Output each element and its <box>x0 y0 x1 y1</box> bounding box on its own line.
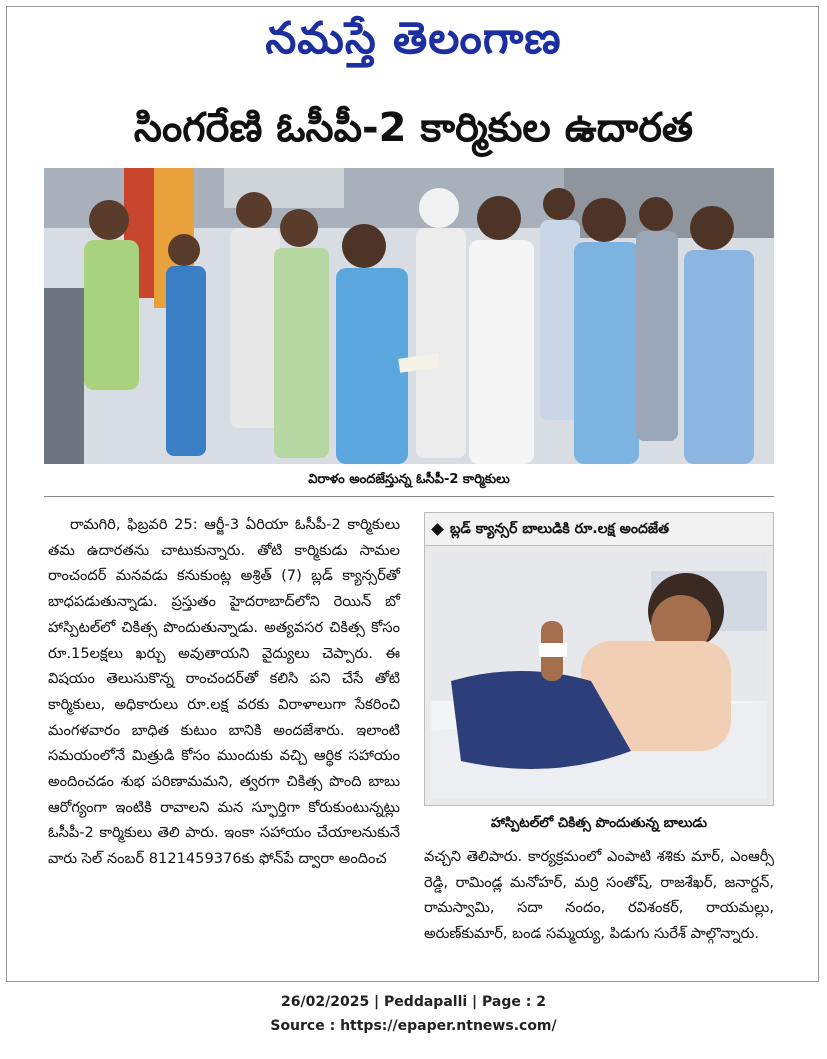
article-body-left <box>48 512 400 978</box>
article-paragraph-continued: వచ్చని తెలిపారు. కార్యక్రమంలో ఎంపాటి శశికు మార్, ఎంఆర్సీ రెడ్డి, రామిండ్ల మనోహర్, మర్రి సంతోష్, రాజశేఖర్, జనార్దన్, రామస్వామి, సదా నందం, రవిశంకర్, రాయమల్లు, అరుణ్‌కుమార్, బండ సమ్మయ్య, పిడుగు సురేశ్ పాల్గొన్నారు. <box>424 848 774 943</box>
article-body-right <box>424 844 774 978</box>
sub-story-caption: హాస్పిటల్‌లో చికిత్స పొందుతున్న బాలుడు <box>490 815 708 831</box>
masthead-logo: నమస్తే తెలంగాణ <box>265 13 562 64</box>
sub-story-box <box>424 512 774 806</box>
sub-story-title-text: బ్లడ్ క్యాన్సర్ బాలుడికి రూ.లక్ష అందజేత <box>450 521 669 537</box>
headline: సింగరేణి ఓసీపీ-2 కార్మికుల ఉదారత <box>133 105 694 151</box>
hospital-boy-illustration <box>431 551 767 799</box>
group-photo-illustration <box>44 168 774 464</box>
footer-source-link[interactable]: Source : https://epaper.ntnews.com/ <box>270 1018 557 1034</box>
article-paragraph: రామగిరి, ఫిబ్రవరి 25: ఆర్జీ-3 ఏరియా ఓసీపీ-2 కార్మికులు తమ ఉదారతను చాటుకున్నారు. తోటి కార్మికుడు సామల రాంచందర్ మనవడు కనుకుంట్ల అశ్రిత్ (7) బ్లడ్ క్యాన్సర్‌తో బాధపడుతున్నాడు. ప్రస్తుతం హైదరాబాద్‌లోని రెయిన్ బో హాస్పిటల్‌లో చికిత్స పొందుతున్నాడు. అత్యవసర చికిత్స కోసం రూ.15లక్షలు ఖర్చు అవుతాయని వైద్యులు చెప్పారు. ఈ విషయం తెలుసుకొన్న రాంచందర్‌తో కలిసి పని చేసే తోటి కార్మికులు, అధికారులు రూ.లక్ష వరకు విరాళాలుగా సేకరించి మంగళవారం బాధిత కుటుం బానికి అందజేశారు. ఇలాంటి సమయంలోనే మిత్రుడి కోసం ముందుకు వచ్చి ఆర్థిక సహాయం అందించడం శుభ పరిణామమని, త్వరగా చికిత్స పొంది బాబు ఆరోగ్యంగా ఇంటికి రావాలని మన స్ఫూర్తిగా కోరుకుంటున్నట్లు ఓసీపీ-2 కార్మికులు తెలి పారు. ఇంకా సహాయం చేయాలనుకునే వారు సెల్ నంబర్ 8121459376కు ఫోన్‌పే ద్వారా అందించ <box>48 516 400 868</box>
sub-story-title <box>425 513 773 546</box>
sub-story-photo <box>431 551 767 799</box>
main-photo <box>44 168 774 464</box>
divider <box>44 496 774 497</box>
footer-date-line: 26/02/2025 | Peddapalli | Page : 2 <box>281 994 546 1010</box>
main-photo-caption: విరాళం అందజేస్తున్న ఓసీపీ-2 కార్మికులు <box>308 472 510 487</box>
diamond-bullet-icon <box>431 523 444 536</box>
